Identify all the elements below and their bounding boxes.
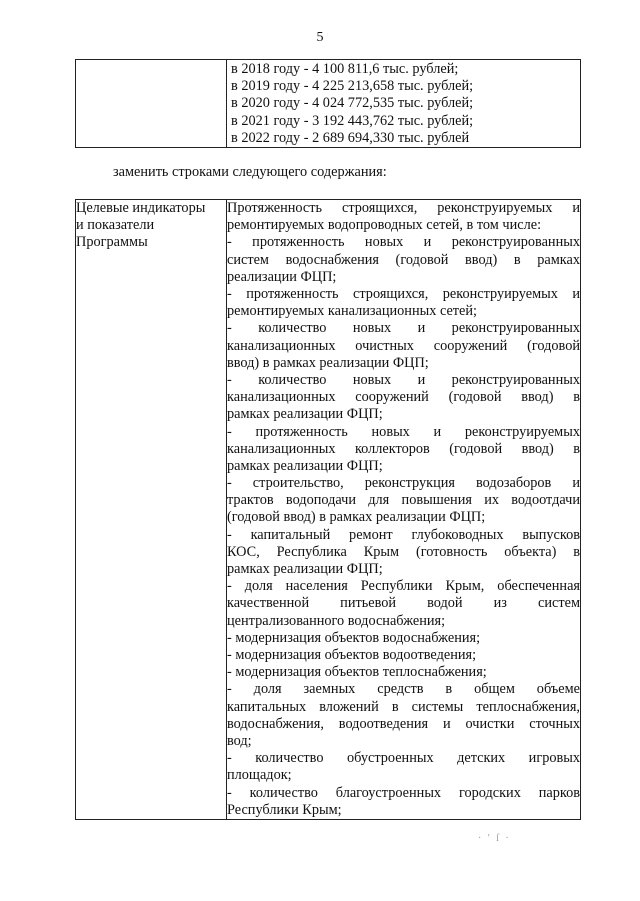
indicator-line: - капитальный ремонт глубоководных выпусков — [227, 526, 580, 543]
target-indicators-table — [75, 199, 581, 820]
indicator-line: капитальных вложений в системы теплоснабжения, — [227, 698, 580, 715]
indicator-line: канализационных очистных сооружений (годовой — [227, 337, 580, 354]
indicator-line: - количество новых и реконструированных — [227, 371, 580, 388]
indicator-line: рамках реализации ФЦП; — [227, 561, 383, 578]
indicator-line: ремонтируемых водопроводных сетей, в том числе: — [227, 217, 542, 234]
indicator-line: канализационных коллекторов (годовой ввод) в — [227, 440, 580, 457]
indicator-line: канализационных сооружений (годовой ввод) в — [227, 389, 580, 406]
label-line: Программы — [76, 234, 148, 251]
label-cell-empty — [76, 60, 227, 148]
indicator-line: ремонтируемых канализационных сетей; — [227, 303, 478, 320]
funding-line: в 2018 году - 4 100 811,6 тыс. рублей; — [231, 61, 459, 77]
indicator-line: рамках реализации ФЦП; — [227, 457, 383, 474]
indicators-label-cell — [76, 200, 227, 820]
indicator-line: Протяженность строящихся, реконструируемых и — [227, 200, 580, 216]
indicator-line: ввод) в рамках реализации ФЦП; — [227, 354, 429, 371]
funding-line: в 2022 году - 2 689 694,330 тыс. рублей — [231, 129, 470, 146]
indicators-list-cell — [227, 200, 581, 820]
table-row — [76, 200, 581, 820]
funding-line: в 2020 году - 4 024 772,535 тыс. рублей; — [231, 95, 474, 112]
indicator-line: - количество новых и реконструированных — [227, 320, 580, 337]
funding-line: в 2021 году - 3 192 443,762 тыс. рублей; — [231, 112, 474, 129]
indicator-line: КОС, Республика Крым (готовность объекта) в — [227, 543, 580, 560]
indicator-line: (годовой ввод) в рамках реализации ФЦП; — [227, 509, 486, 526]
label-line: и показатели — [76, 217, 155, 234]
indicator-line: систем водоснабжения (годовой ввод) в рамках — [227, 251, 580, 268]
indicator-line: - количество благоустроенных городских парков — [227, 784, 580, 801]
indicator-line: - количество обустроенных детских игровых — [227, 750, 580, 767]
indicator-line: - строительство, реконструкция водозаборов и — [227, 475, 580, 492]
indicator-line: рамках реализации ФЦП; — [227, 406, 383, 423]
funding-line: в 2019 году - 4 225 213,658 тыс. рублей; — [231, 78, 474, 95]
indicator-line: - доля населения Республики Крым, обеспеченная — [227, 578, 580, 595]
indicator-line: вод; — [227, 733, 252, 749]
indicator-line: - модернизация объектов водоснабжения; — [227, 629, 481, 646]
page-number: 5 — [316, 30, 324, 45]
scan-mark: · ' ſ · — [478, 833, 511, 844]
indicator-line: качественной питьевой водой из систем — [227, 595, 580, 612]
indicator-line: реализации ФЦП; — [227, 268, 337, 285]
indicator-line: - модернизация объектов теплоснабжения; — [227, 664, 487, 681]
indicator-line: водоснабжения, водоотведения и очистки сточных — [227, 715, 580, 732]
indicator-line: трактов водоподачи для повышения их водоотдачи — [227, 492, 580, 509]
replacement-intro-text: заменить строками следующего содержания: — [113, 164, 387, 180]
indicator-line: площадок; — [227, 767, 292, 784]
indicator-line: Республики Крым; — [227, 801, 342, 818]
indicator-line: - протяженность новых и реконструируемых — [227, 423, 580, 440]
indicator-line: централизованного водоснабжения; — [227, 612, 446, 629]
indicator-line: - протяженность строящихся, реконструируемых и — [227, 285, 580, 302]
funding-table-fragment — [75, 59, 581, 148]
label-line: Целевые индикаторы — [76, 200, 206, 216]
indicator-line: - модернизация объектов водоотведения; — [227, 647, 477, 664]
indicator-line: - протяженность новых и реконструированных — [227, 234, 580, 251]
indicator-line: - доля заемных средств в общем объеме — [227, 681, 580, 698]
funding-years-cell — [227, 60, 581, 148]
table-row — [76, 60, 581, 148]
